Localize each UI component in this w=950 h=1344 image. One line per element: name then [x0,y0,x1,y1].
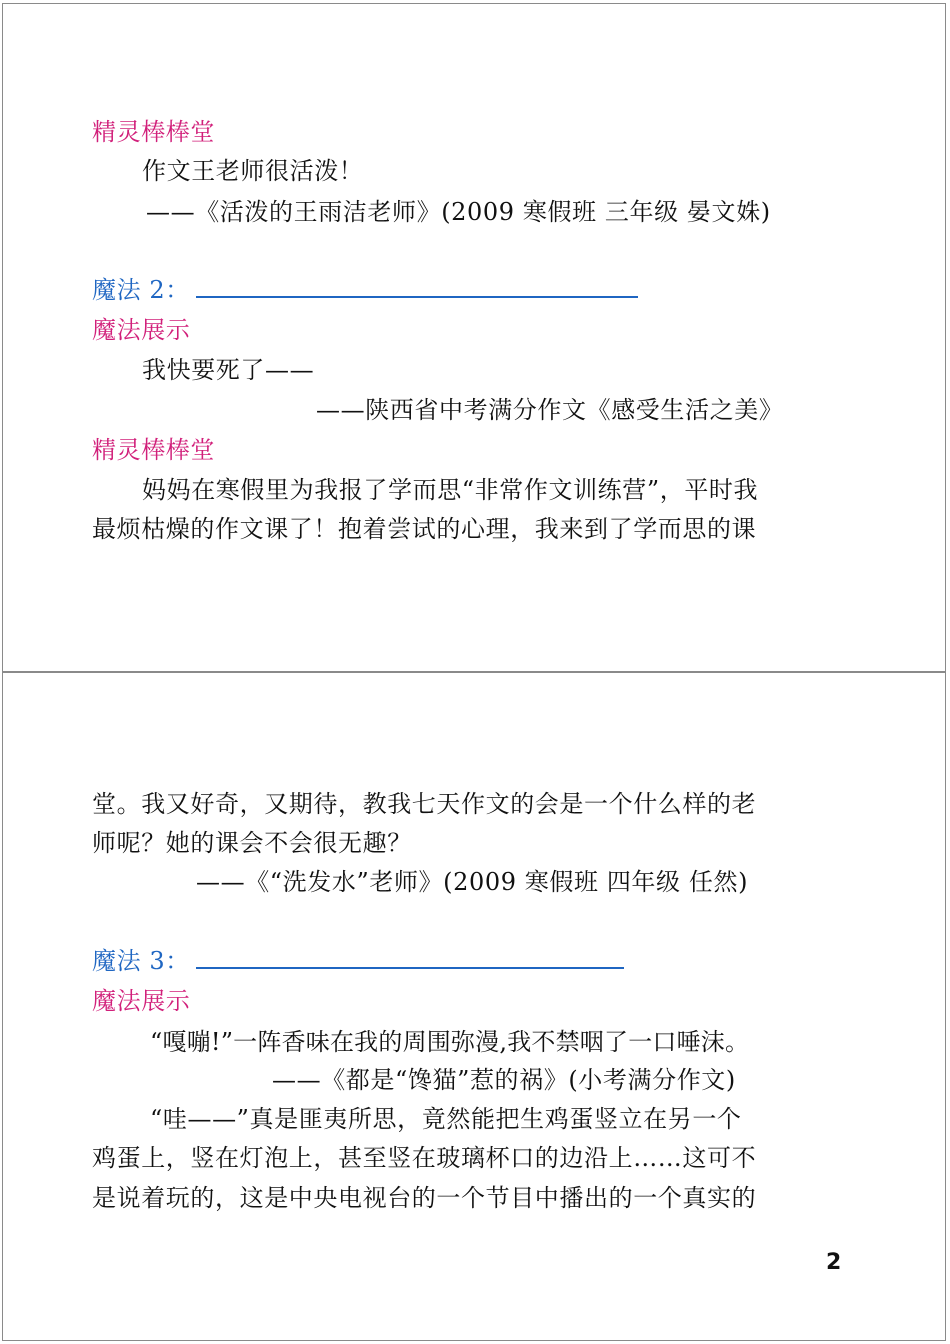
quote-source: ——陕西省中考满分作文《感受生活之美》 [316,396,784,424]
magic-2-label: 魔法 2： [92,276,190,304]
magic-3-label: 魔法 3： [92,947,190,975]
magic-2-blank [196,274,638,298]
magic-3-heading [92,945,624,977]
section-heading-jingling: 精灵棒棒堂 [92,436,215,464]
quote-source: ——《都是“馋猫”惹的祸》(小考满分作文) [272,1066,736,1094]
paragraph-line: “哇——”真是匪夷所思，竟然能把生鸡蛋竖立在另一个 [150,1105,742,1133]
paragraph-line: 堂。我又好奇，又期待，教我七天作文的会是一个什么样的老 [92,790,757,818]
magic-3-blank [196,945,624,969]
paragraph-line: 妈妈在寒假里为我报了学而思“非常作文训练营”，平时我 [142,476,759,504]
magic-show-heading: 魔法展示 [92,987,191,1015]
paragraph-line: 师呢？她的课会不会很无趣？ [92,829,412,857]
quote-source: ——《“洗发水”老师》(2009 寒假班 四年级 任然) [196,868,749,896]
paragraph-line: 最烦枯燥的作文课了！抱着尝试的心理，我来到了学而思的课 [92,515,757,543]
section-heading-jingling: 精灵棒棒堂 [92,118,215,146]
paragraph-line: 鸡蛋上，竖在灯泡上，甚至竖在玻璃杯口的边沿上……这可不 [92,1144,757,1172]
quote-text: 作文王老师很活泼！ [142,157,364,185]
quote-source: ——《活泼的王雨洁老师》(2009 寒假班 三年级 晏文姝) [146,198,771,226]
paragraph-line: 是说着玩的，这是中央电视台的一个节目中播出的一个真实的 [92,1184,757,1212]
magic-2-heading [92,274,638,306]
quote-text: “嘎嘣!”一阵香味在我的周围弥漫,我不禁咽了一口唾沫。 [150,1028,750,1056]
magic-show-heading: 魔法展示 [92,316,191,344]
quote-text: 我快要死了—— [142,356,315,384]
page-number: 2 [826,1250,842,1275]
